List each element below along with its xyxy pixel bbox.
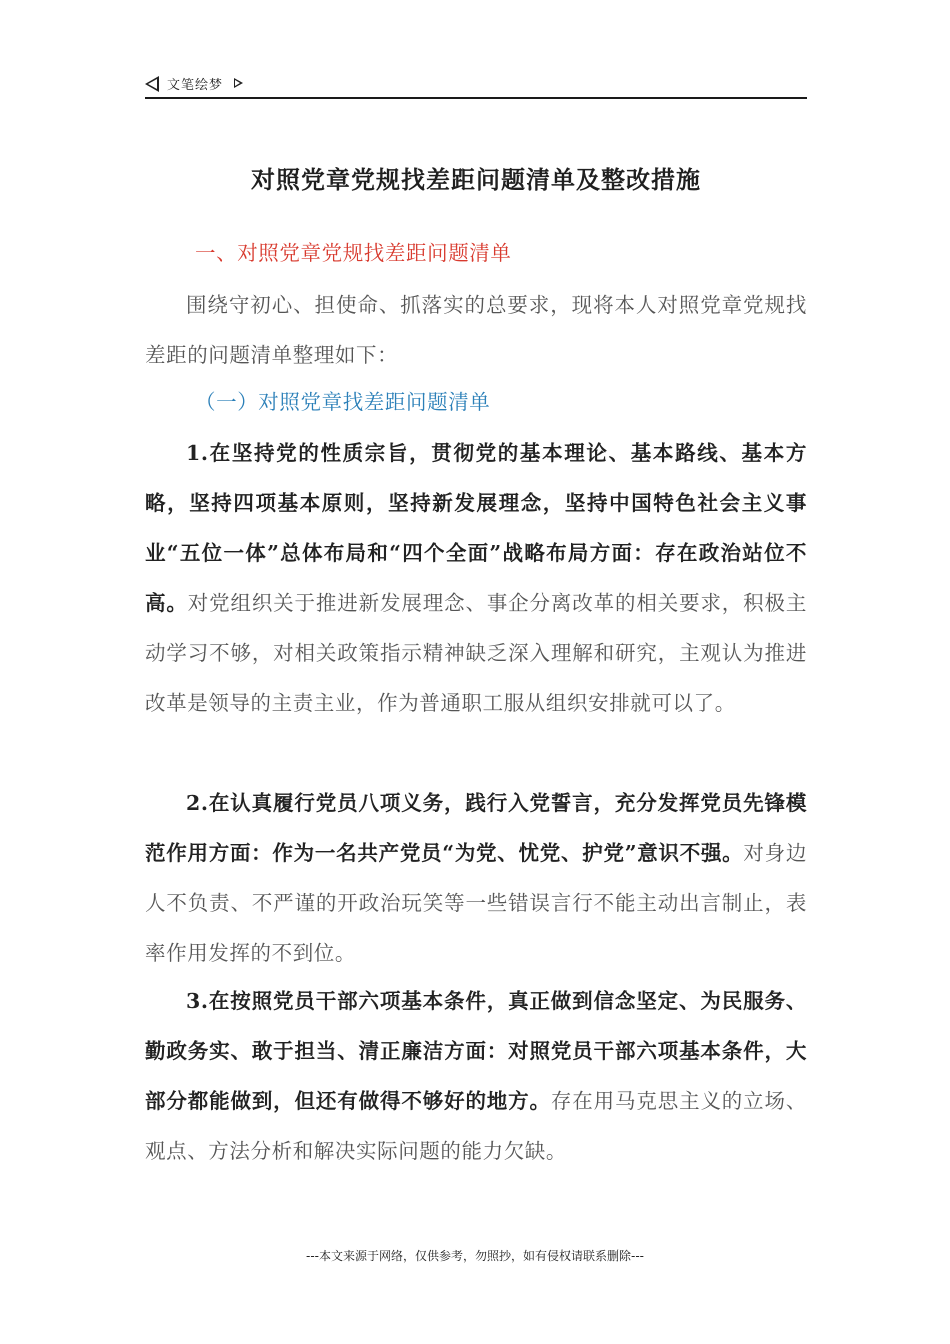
item-1 <box>145 428 807 728</box>
triangle-right-icon <box>234 78 243 88</box>
item-paragraph-2 <box>145 778 807 978</box>
page-header <box>145 72 807 98</box>
item-paragraph-1 <box>145 428 807 728</box>
item-2 <box>145 778 807 978</box>
intro-text: 围绕守初心、担使命、抓落实的总要求，现将本人对照党章党规找差距的问题清单整理如下： <box>145 293 807 367</box>
item-1-bold: 1.在坚持党的性质宗旨，贯彻党的基本理论、基本路线、基本方略，坚持四项基本原则，坚持新发展理念，坚持中国特色社会主义事业“五位一体”总体布局和“四个全面”战略布局方面：存在政治站位不高。 <box>145 441 807 615</box>
item-2-text: 对身边人不负责、不严谨的开政治玩笑等一些错误言行不能主动出言制止，表率作用发挥的不到位。 <box>145 841 807 965</box>
intro-paragraph <box>145 280 807 380</box>
document-title: 对照党章党规找差距问题清单及整改措施 <box>251 165 701 194</box>
item-paragraph-3 <box>145 976 807 1176</box>
header-divider <box>145 97 807 99</box>
item-3-bold: 3.在按照党员干部六项基本条件，真正做到信念坚定、为民服务、勤政务实、敢于担当、清正廉洁方面：对照党员干部六项基本条件，大部分都能做到，但还有做得不够好的地方。 <box>145 989 807 1113</box>
subsection-heading: （一）对照党章找差距问题清单 <box>195 390 491 414</box>
item-3 <box>145 976 807 1176</box>
item-3-text: 存在用马克思主义的立场、观点、方法分析和解决实际问题的能力欠缺。 <box>145 1089 807 1163</box>
item-2-bold: 2.在认真履行党员八项义务，践行入党誓言，充分发挥党员先锋模范作用方面：作为一名共产党员“为党、忧党、护党”意识不强。 <box>145 791 807 865</box>
section-heading: 一、对照党章党规找差距问题清单 <box>195 241 512 265</box>
header-brand: 文笔绘梦 <box>167 78 224 93</box>
triangle-left-icon <box>145 76 159 92</box>
item-1-text: 对党组织关于推进新发展理念、事企分离改革的相关要求，积极主动学习不够，对相关政策指示精神缺乏深入理解和研究，主观认为推进改革是领导的主责主业，作为普通职工服从组织安排就可以了。 <box>145 591 807 715</box>
footer-disclaimer: ---本文来源于网络，仅供参考，勿照抄，如有侵权请联系删除--- <box>306 1249 644 1263</box>
